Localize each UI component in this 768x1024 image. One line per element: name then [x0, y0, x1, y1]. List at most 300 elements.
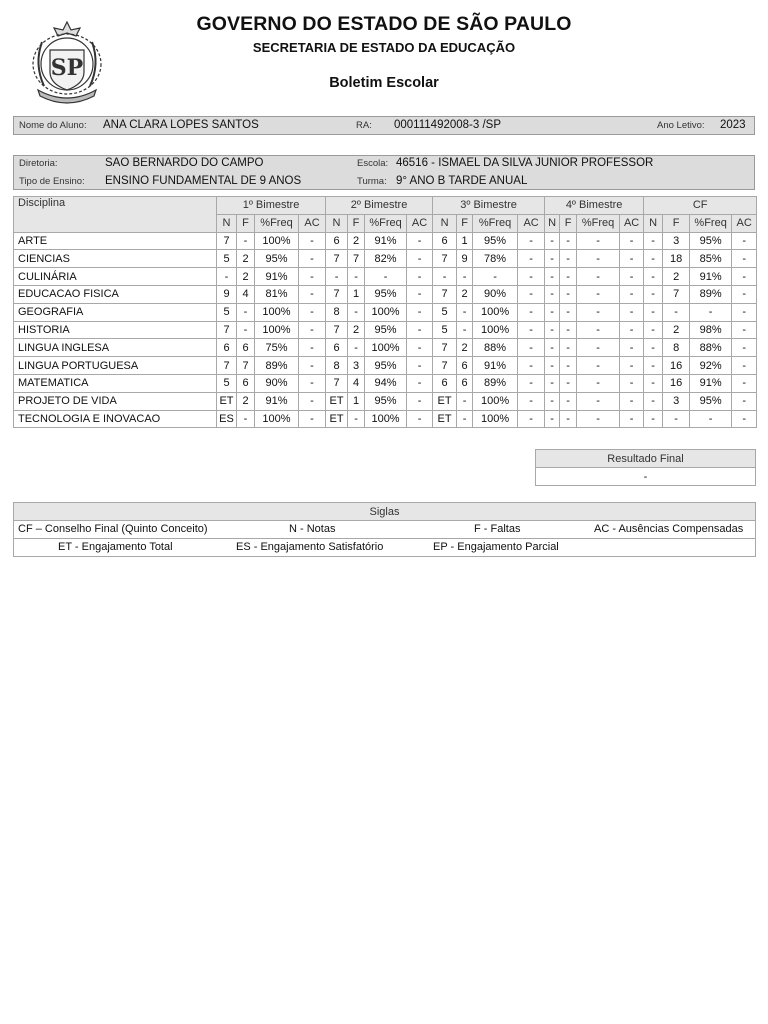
grade-cell: 2	[237, 392, 255, 410]
grade-cell: -	[620, 321, 644, 339]
grade-cell: -	[518, 357, 545, 375]
grade-cell: -	[299, 392, 326, 410]
grade-cell: 7	[326, 285, 348, 303]
discipline-name: HISTORIA	[14, 321, 217, 339]
government-title: GOVERNO DO ESTADO DE SÃO PAULO	[196, 13, 572, 35]
year-value: 2023	[720, 119, 746, 131]
grade-cell: 2	[457, 285, 473, 303]
grade-cell: 7	[326, 321, 348, 339]
period-header: 3º Bimestre	[433, 197, 545, 215]
grade-cell: 7	[348, 250, 365, 268]
grade-cell: -	[560, 321, 577, 339]
grade-cell: ET	[433, 392, 457, 410]
grade-cell: -	[644, 357, 663, 375]
sub-header-cell: AC	[518, 214, 545, 232]
grade-cell: 95%	[365, 357, 407, 375]
grade-cell: -	[732, 232, 757, 250]
secretary-title: SECRETARIA DE ESTADO DA EDUCAÇÃO	[252, 40, 516, 55]
discipline-name: GEOGRAFIA	[14, 303, 217, 321]
grade-cell: -	[560, 374, 577, 392]
grade-cell: -	[433, 268, 457, 286]
grade-cell: 3	[663, 392, 690, 410]
grade-cell: -	[365, 268, 407, 286]
grade-cell: 16	[663, 357, 690, 375]
grade-cell: -	[299, 250, 326, 268]
grade-cell: 8	[326, 303, 348, 321]
grade-cell: -	[560, 303, 577, 321]
grade-cell: 92%	[690, 357, 732, 375]
sub-header-cell: N	[326, 214, 348, 232]
grade-cell: 95%	[365, 285, 407, 303]
grade-cell: -	[518, 339, 545, 357]
discipline-name: MATEMATICA	[14, 374, 217, 392]
document-header	[0, 0, 768, 108]
grade-cell: -	[577, 357, 620, 375]
grade-cell: -	[732, 339, 757, 357]
grade-cell: 91%	[255, 392, 299, 410]
grade-cell: -	[299, 321, 326, 339]
grade-cell: -	[473, 268, 518, 286]
crest-text: SP	[50, 55, 84, 81]
grade-cell: 16	[663, 374, 690, 392]
sigla-item: ES - Engajamento Satisfatório	[236, 541, 384, 553]
grade-cell: -	[560, 285, 577, 303]
grade-cell: 6	[433, 232, 457, 250]
student-name: ANA CLARA LOPES SANTOS	[103, 119, 259, 131]
discipline-name: CULINÁRIA	[14, 268, 217, 286]
grade-cell: -	[518, 374, 545, 392]
grade-cell: 5	[433, 321, 457, 339]
grade-cell: -	[620, 374, 644, 392]
sub-header-cell: AC	[299, 214, 326, 232]
grade-cell: -	[732, 410, 757, 428]
discipline-name: EDUCACAO FISICA	[14, 285, 217, 303]
sigla-item: N - Notas	[289, 523, 336, 535]
grade-cell: 89%	[690, 285, 732, 303]
sub-header-cell: F	[237, 214, 255, 232]
grade-cell: -	[644, 232, 663, 250]
grade-cell: -	[577, 250, 620, 268]
grade-cell: -	[577, 232, 620, 250]
grades-body	[14, 232, 757, 428]
grade-cell: -	[217, 268, 237, 286]
grade-cell: 95%	[473, 232, 518, 250]
grade-cell: 88%	[473, 339, 518, 357]
discipline-name: ARTE	[14, 232, 217, 250]
grade-cell: -	[644, 392, 663, 410]
grade-cell: -	[348, 268, 365, 286]
grade-cell: 2	[457, 339, 473, 357]
grade-cell: 6	[237, 339, 255, 357]
grade-cell: -	[237, 232, 255, 250]
grade-cell: 2	[237, 250, 255, 268]
student-info-bar	[13, 116, 755, 135]
grade-cell: -	[545, 339, 560, 357]
grade-cell: -	[518, 285, 545, 303]
grade-cell: -	[457, 410, 473, 428]
turma-label: Turma:	[357, 176, 387, 187]
turma-value: 9° ANO B TARDE ANUAL	[396, 175, 528, 187]
ra-label: RA:	[356, 120, 372, 131]
grade-cell: -	[457, 321, 473, 339]
grade-cell: 91%	[255, 268, 299, 286]
grade-cell: -	[407, 392, 433, 410]
sub-header-cell: F	[560, 214, 577, 232]
student-name-label: Nome do Aluno:	[19, 120, 87, 131]
sub-header-cell: F	[348, 214, 365, 232]
grade-cell: 95%	[365, 321, 407, 339]
grade-cell: -	[577, 285, 620, 303]
grade-cell: 95%	[690, 392, 732, 410]
grade-cell: 6	[326, 339, 348, 357]
period-header: 2º Bimestre	[326, 197, 433, 215]
grade-cell: -	[732, 321, 757, 339]
grade-cell: 100%	[365, 410, 407, 428]
grade-cell: 95%	[690, 232, 732, 250]
siglas-table	[13, 502, 756, 557]
sigla-item: EP - Engajamento Parcial	[433, 541, 559, 553]
grade-cell: 6	[326, 232, 348, 250]
grade-cell: 4	[348, 374, 365, 392]
table-row	[14, 357, 757, 375]
grade-cell: ES	[217, 410, 237, 428]
grade-cell: -	[577, 392, 620, 410]
discipline-name: LINGUA INGLESA	[14, 339, 217, 357]
grade-cell: -	[644, 268, 663, 286]
grade-cell: 100%	[255, 321, 299, 339]
grade-cell: 2	[348, 232, 365, 250]
grade-cell: 82%	[365, 250, 407, 268]
grade-cell: -	[545, 357, 560, 375]
grade-cell: -	[407, 303, 433, 321]
sub-header-cell: AC	[620, 214, 644, 232]
grade-cell: -	[457, 392, 473, 410]
grade-cell: -	[326, 268, 348, 286]
grade-cell: -	[518, 250, 545, 268]
grade-cell: -	[644, 250, 663, 268]
grade-cell: -	[620, 339, 644, 357]
grade-cell: -	[644, 321, 663, 339]
sub-header-cell: %Freq	[365, 214, 407, 232]
grade-cell: -	[620, 250, 644, 268]
grade-cell: 95%	[365, 392, 407, 410]
grade-cell: -	[560, 232, 577, 250]
grade-cell: 6	[457, 374, 473, 392]
grade-cell: -	[732, 268, 757, 286]
sub-header-cell: %Freq	[473, 214, 518, 232]
grade-cell: -	[518, 321, 545, 339]
grade-cell: -	[732, 357, 757, 375]
tipo-ensino-value: ENSINO FUNDAMENTAL DE 9 ANOS	[105, 175, 302, 187]
grade-cell: ET	[326, 392, 348, 410]
grade-cell: 2	[663, 268, 690, 286]
grade-cell: -	[545, 285, 560, 303]
grade-cell: -	[690, 410, 732, 428]
sub-header-cell: F	[663, 214, 690, 232]
grade-cell: -	[663, 303, 690, 321]
grade-cell: -	[577, 339, 620, 357]
grade-cell: ET	[217, 392, 237, 410]
grade-cell: -	[299, 285, 326, 303]
grade-cell: 2	[663, 321, 690, 339]
grade-cell: -	[299, 339, 326, 357]
grade-cell: -	[407, 285, 433, 303]
grade-cell: 1	[457, 232, 473, 250]
grade-cell: -	[407, 357, 433, 375]
grade-cell: -	[663, 410, 690, 428]
sub-header-cell: N	[217, 214, 237, 232]
grade-cell: -	[545, 232, 560, 250]
grade-cell: -	[299, 410, 326, 428]
tipo-ensino-label: Tipo de Ensino:	[19, 176, 85, 187]
sub-header-cell: N	[433, 214, 457, 232]
grade-cell: 7	[217, 357, 237, 375]
grade-cell: -	[732, 303, 757, 321]
grade-cell: 7	[433, 339, 457, 357]
grade-cell: -	[545, 250, 560, 268]
grade-cell: 100%	[365, 303, 407, 321]
grade-cell: -	[299, 374, 326, 392]
table-row	[14, 250, 757, 268]
grade-cell: -	[545, 392, 560, 410]
grade-cell: 7	[433, 285, 457, 303]
grade-cell: -	[560, 268, 577, 286]
sub-header-cell: %Freq	[577, 214, 620, 232]
grade-cell: 7	[663, 285, 690, 303]
table-row	[14, 392, 757, 410]
grade-cell: -	[457, 268, 473, 286]
grade-cell: -	[577, 321, 620, 339]
grade-cell: 75%	[255, 339, 299, 357]
grade-cell: 8	[663, 339, 690, 357]
grade-cell: 100%	[255, 232, 299, 250]
grade-cell: -	[407, 232, 433, 250]
grade-cell: -	[237, 321, 255, 339]
grade-cell: 5	[433, 303, 457, 321]
sub-header-cell: AC	[407, 214, 433, 232]
grade-cell: -	[545, 268, 560, 286]
siglas-row	[14, 539, 756, 557]
grade-cell: -	[560, 392, 577, 410]
grade-cell: -	[644, 303, 663, 321]
grade-cell: 100%	[255, 303, 299, 321]
grade-cell: -	[644, 339, 663, 357]
grade-cell: 5	[217, 303, 237, 321]
sub-header-cell: N	[545, 214, 560, 232]
grade-cell: 7	[237, 357, 255, 375]
grade-cell: 5	[217, 250, 237, 268]
sub-header-cell: F	[457, 214, 473, 232]
grade-cell: -	[299, 357, 326, 375]
grade-cell: 90%	[473, 285, 518, 303]
grade-cell: -	[299, 303, 326, 321]
grade-cell: 89%	[473, 374, 518, 392]
grade-cell: -	[457, 303, 473, 321]
grade-cell: -	[407, 339, 433, 357]
grade-cell: -	[299, 232, 326, 250]
grade-cell: 81%	[255, 285, 299, 303]
discipline-name: CIENCIAS	[14, 250, 217, 268]
grade-cell: -	[407, 374, 433, 392]
table-row	[14, 303, 757, 321]
diretoria-value: SAO BERNARDO DO CAMPO	[105, 157, 264, 169]
grade-cell: -	[620, 392, 644, 410]
grade-cell: -	[545, 303, 560, 321]
table-row	[14, 339, 757, 357]
grade-cell: -	[348, 339, 365, 357]
grade-cell: 9	[217, 285, 237, 303]
grade-cell: 91%	[473, 357, 518, 375]
grade-cell: -	[620, 285, 644, 303]
grade-cell: -	[620, 410, 644, 428]
grade-cell: -	[348, 303, 365, 321]
grade-cell: -	[732, 285, 757, 303]
discipline-name: LINGUA PORTUGUESA	[14, 357, 217, 375]
grade-cell: 7	[433, 250, 457, 268]
grade-cell: 1	[348, 392, 365, 410]
grade-cell: 6	[457, 357, 473, 375]
grades-table	[13, 196, 757, 428]
grade-cell: -	[577, 303, 620, 321]
final-result-label: Resultado Final	[536, 450, 756, 468]
period-header: 1º Bimestre	[217, 197, 326, 215]
sub-header-cell: %Freq	[255, 214, 299, 232]
school-info-bar	[13, 155, 755, 190]
grade-cell: 95%	[255, 250, 299, 268]
grade-cell: 7	[217, 321, 237, 339]
siglas-title: Siglas	[14, 503, 756, 521]
grade-cell: 2	[348, 321, 365, 339]
grade-cell: -	[560, 357, 577, 375]
grade-cell: ET	[433, 410, 457, 428]
grade-cell: 5	[217, 374, 237, 392]
document-title: Boletim Escolar	[329, 75, 439, 91]
grade-cell: -	[577, 268, 620, 286]
grade-cell: 7	[326, 250, 348, 268]
discipline-name: TECNOLOGIA E INOVACAO	[14, 410, 217, 428]
grade-cell: -	[732, 392, 757, 410]
grade-cell: -	[545, 321, 560, 339]
diretoria-label: Diretoria:	[19, 158, 58, 169]
grade-cell: 6	[237, 374, 255, 392]
grade-cell: -	[518, 392, 545, 410]
grade-cell: -	[299, 268, 326, 286]
sigla-item: AC - Ausências Compensadas	[594, 523, 744, 535]
grade-cell: 18	[663, 250, 690, 268]
grade-cell: 85%	[690, 250, 732, 268]
grade-cell: -	[644, 410, 663, 428]
grade-cell: -	[518, 303, 545, 321]
sub-header-cell: %Freq	[690, 214, 732, 232]
table-row	[14, 410, 757, 428]
grade-cell: 91%	[690, 268, 732, 286]
grade-cell: -	[620, 268, 644, 286]
ra-value: 000111492008-3 /SP	[394, 119, 501, 131]
grade-cell: 94%	[365, 374, 407, 392]
table-row	[14, 268, 757, 286]
grade-cell: -	[518, 268, 545, 286]
grade-cell: 100%	[473, 410, 518, 428]
grade-cell: 2	[237, 268, 255, 286]
table-row	[14, 321, 757, 339]
grade-cell: 98%	[690, 321, 732, 339]
grade-cell: 88%	[690, 339, 732, 357]
discipline-header: Disciplina	[14, 197, 217, 233]
grade-cell: -	[620, 357, 644, 375]
grade-cell: -	[545, 410, 560, 428]
grade-cell: 6	[217, 339, 237, 357]
grade-cell: -	[560, 410, 577, 428]
grade-cell: -	[348, 410, 365, 428]
grade-cell: -	[690, 303, 732, 321]
grade-cell: 78%	[473, 250, 518, 268]
grade-cell: -	[560, 250, 577, 268]
grade-cell: 100%	[473, 321, 518, 339]
grade-cell: -	[237, 303, 255, 321]
grade-cell: -	[407, 410, 433, 428]
grade-cell: 100%	[255, 410, 299, 428]
grade-cell: 7	[433, 357, 457, 375]
period-header: 4º Bimestre	[545, 197, 644, 215]
final-result-value: -	[536, 468, 756, 486]
grade-cell: ET	[326, 410, 348, 428]
table-row	[14, 374, 757, 392]
grade-cell: -	[620, 232, 644, 250]
grade-cell: 100%	[473, 303, 518, 321]
grade-cell: -	[518, 410, 545, 428]
grade-cell: 100%	[365, 339, 407, 357]
grade-cell: -	[732, 374, 757, 392]
sub-header-cell: AC	[732, 214, 757, 232]
grade-cell: 9	[457, 250, 473, 268]
grade-cell: -	[577, 410, 620, 428]
escola-label: Escola:	[357, 158, 389, 169]
grade-cell: -	[644, 374, 663, 392]
grade-cell: -	[407, 321, 433, 339]
grade-cell: -	[560, 339, 577, 357]
grade-cell: -	[644, 285, 663, 303]
grade-cell: 90%	[255, 374, 299, 392]
sigla-item: ET - Engajamento Total	[58, 541, 173, 553]
grade-cell: 3	[348, 357, 365, 375]
grade-cell: 6	[433, 374, 457, 392]
grade-cell: 91%	[365, 232, 407, 250]
grade-cell: 1	[348, 285, 365, 303]
grade-cell: 91%	[690, 374, 732, 392]
grade-cell: -	[237, 410, 255, 428]
grade-cell: 8	[326, 357, 348, 375]
grade-cell: -	[518, 232, 545, 250]
discipline-name: PROJETO DE VIDA	[14, 392, 217, 410]
grade-cell: 100%	[473, 392, 518, 410]
sigla-item: CF – Conselho Final (Quinto Conceito)	[18, 523, 208, 535]
escola-value: 46516 - ISMAEL DA SILVA JUNIOR PROFESSOR	[396, 157, 654, 169]
table-row	[14, 232, 757, 250]
grade-cell: -	[407, 268, 433, 286]
grade-cell: -	[577, 374, 620, 392]
table-row	[14, 285, 757, 303]
grade-cell: -	[407, 250, 433, 268]
grade-cell: 89%	[255, 357, 299, 375]
grade-cell: -	[620, 303, 644, 321]
sub-header-cell: N	[644, 214, 663, 232]
grade-cell: 3	[663, 232, 690, 250]
grade-cell: 7	[217, 232, 237, 250]
grade-cell: 7	[326, 374, 348, 392]
grade-cell: -	[732, 250, 757, 268]
year-label: Ano Letivo:	[657, 120, 705, 131]
siglas-row	[14, 521, 756, 539]
